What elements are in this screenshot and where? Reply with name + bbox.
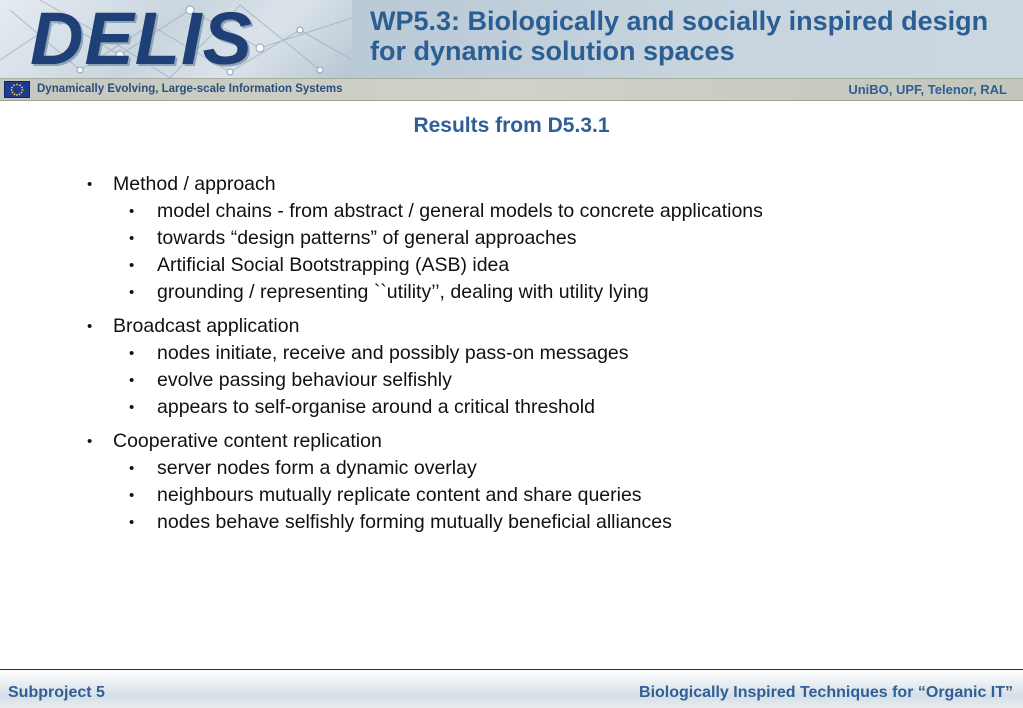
list-item [0,455,1023,482]
slide-title: WP5.3: Biologically and socially inspired design for dynamic solution spaces [370,6,989,66]
list-item-text: evolve passing behaviour selfishly [157,369,452,391]
bullet-list [0,171,1023,543]
topic-label: Broadcast application [113,315,300,337]
list-item-text: Artificial Social Bootstrapping (ASB) idea [157,254,510,276]
tagline-bar [0,78,1023,101]
bullet-icon: • [129,514,135,531]
list-item [0,225,1023,252]
footer-subproject: Subproject 5 [8,684,105,701]
list-item [0,279,1023,306]
bullet-icon: • [87,318,93,335]
tagline: Dynamically Evolving, Large-scale Information Systems [37,83,343,95]
section-title: Results from D5.3.1 [413,114,610,137]
bullet-icon: • [129,372,135,389]
topic-label: Method / approach [113,173,276,195]
bullet-icon: • [129,257,135,274]
topic-label: Cooperative content replication [113,430,382,452]
list-item-text: towards “design patterns” of general approaches [157,227,577,249]
list-item [0,198,1023,225]
bullet-icon: • [129,460,135,477]
topic-heading [0,428,1023,455]
list-item [0,252,1023,279]
list-item [0,367,1023,394]
bullet-icon: • [129,230,135,247]
topic-heading [0,171,1023,198]
bullet-icon: • [129,284,135,301]
list-item [0,394,1023,421]
partners-label: UniBO, UPF, Telenor, RAL [848,82,1007,97]
list-item [0,482,1023,509]
list-item-text: model chains - from abstract / general models to concrete applications [157,200,763,222]
list-item-text: nodes initiate, receive and possibly pass-on messages [157,342,629,364]
bullet-icon: • [129,487,135,504]
slide-footer [0,670,1023,708]
logo: DELIS [30,0,253,78]
title-area [352,0,1023,78]
footer-project-title: Biologically Inspired Techniques for “Organic IT” [639,684,1013,701]
list-item-text: server nodes form a dynamic overlay [157,457,477,479]
list-item-text: neighbours mutually replicate content and share queries [157,484,642,506]
topic-block [0,313,1023,421]
bullet-icon: • [129,399,135,416]
eu-flag-icon [4,81,30,98]
list-item-text: appears to self-organise around a critical threshold [157,396,595,418]
list-item-text: grounding / representing ``utility’’, dealing with utility lying [157,281,649,303]
topic-block [0,428,1023,536]
logo-area [0,0,352,78]
list-item-text: nodes behave selfishly forming mutually beneficial alliances [157,511,672,533]
topic-block [0,171,1023,306]
bullet-icon: • [87,433,93,450]
list-item [0,340,1023,367]
bullet-icon: • [129,203,135,220]
slide-header [0,0,1023,101]
topic-heading [0,313,1023,340]
list-item [0,509,1023,536]
bullet-icon: • [87,176,93,193]
bullet-icon: • [129,345,135,362]
